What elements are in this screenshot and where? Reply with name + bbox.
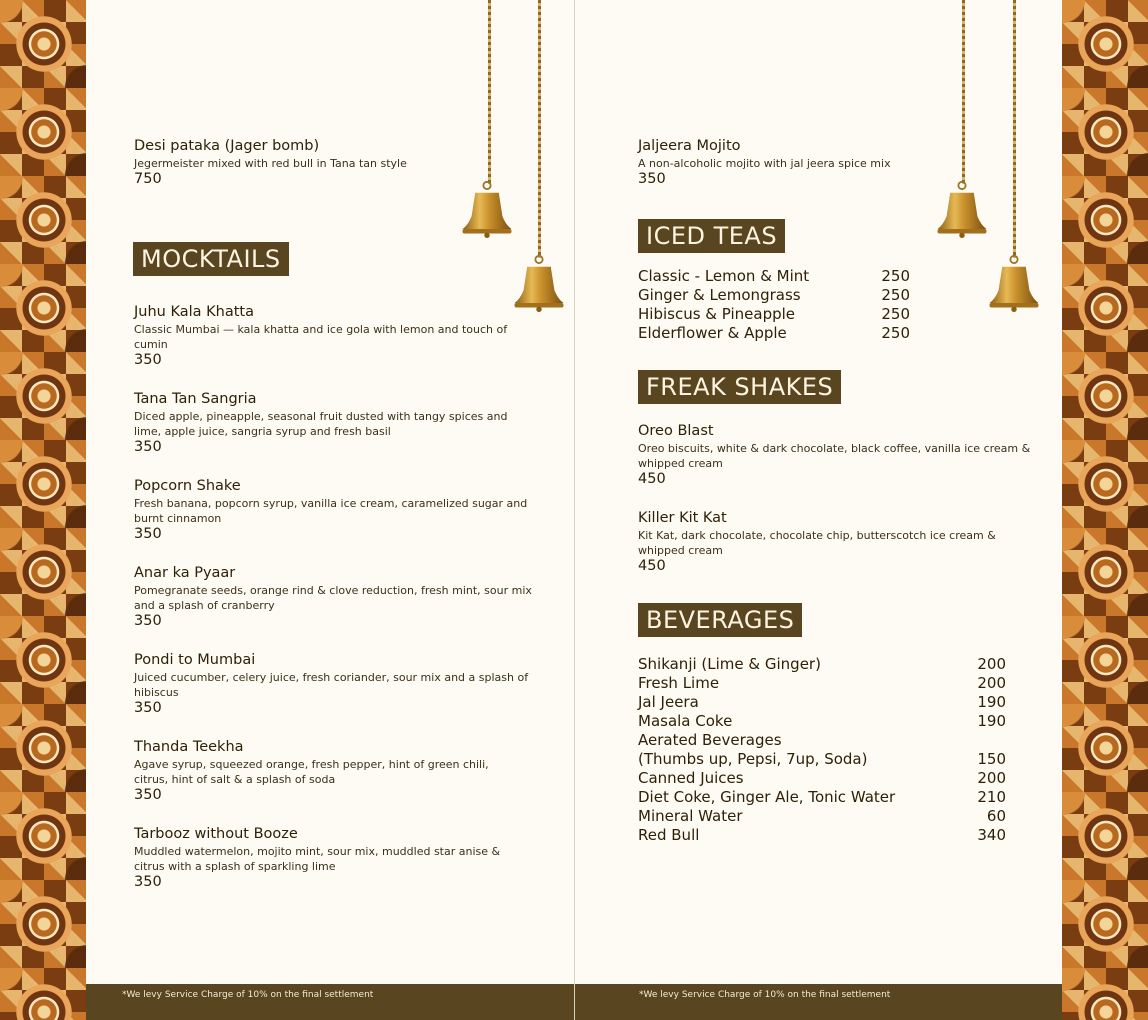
item-name: Classic - Lemon & Mint — [638, 267, 810, 285]
price-row — [638, 788, 1006, 807]
page-fold — [574, 0, 575, 1020]
item-name: Masala Coke — [638, 712, 733, 730]
section-heading-iced-teas: ICED TEAS — [638, 219, 785, 253]
item-name: Diet Coke, Ginger Ale, Tonic Water — [638, 788, 896, 806]
item-name: Jaljeera Mojito — [638, 138, 741, 154]
menu-item — [134, 304, 534, 369]
price-row — [638, 267, 910, 286]
price-row — [638, 693, 1006, 712]
menu-item — [638, 510, 1020, 575]
item-price: 250 — [881, 305, 910, 323]
item-price: 350 — [134, 700, 162, 716]
item-price: 350 — [134, 613, 162, 629]
price-row — [638, 324, 910, 343]
item-price: 190 — [977, 693, 1006, 711]
menu-item — [134, 739, 514, 804]
menu-item — [134, 652, 542, 717]
item-price: 60 — [986, 807, 1006, 825]
item-description: Agave syrup, squeezed orange, fresh pepper, hint of green chili, citrus, hint of salt & a splash of soda — [134, 758, 489, 786]
item-price: 350 — [134, 352, 162, 368]
item-name: Hibiscus & Pineapple — [638, 305, 796, 323]
item-name: Killer Kit Kat — [638, 510, 727, 526]
item-name: Anar ka Pyaar — [134, 565, 236, 581]
menu-item — [134, 565, 534, 630]
item-description: Oreo biscuits, white & dark chocolate, black coffee, vanilla ice cream & whipped cream — [638, 442, 1031, 470]
item-description: Muddled watermelon, mojito mint, sour mix, muddled star anise & citrus with a splash of sparkling lime — [134, 845, 501, 873]
price-row — [638, 731, 1006, 750]
bell-icon — [458, 180, 516, 238]
bell-chain — [1013, 0, 1016, 258]
price-row — [638, 712, 1006, 731]
item-description: A non-alcoholic mojito with jal jeera spice mix — [638, 157, 891, 170]
item-name: Red Bull — [638, 826, 700, 844]
item-name: Oreo Blast — [638, 423, 714, 439]
item-description: Diced apple, pineapple, seasonal fruit dusted with tangy spices and lime, apple juice, sangria syrup and fresh basil — [134, 410, 508, 438]
service-charge-note: *We levy Service Charge of 10% on the final settlement — [86, 984, 574, 1020]
item-description: Pomegranate seeds, orange rind & clove reduction, fresh mint, sour mix and a splash of cranberry — [134, 584, 532, 612]
bell-icon — [985, 254, 1043, 312]
item-name: Shikanji (Lime & Ginger) — [638, 655, 821, 673]
item-price: 200 — [977, 655, 1006, 673]
item-name: Elderflower & Apple — [638, 324, 787, 342]
item-name: Desi pataka (Jager bomb) — [134, 138, 320, 154]
item-price: 350 — [134, 439, 162, 455]
menu-item — [638, 423, 1038, 488]
item-price: 250 — [881, 324, 910, 342]
item-price: 210 — [977, 788, 1006, 806]
item-name: Tarbooz without Booze — [134, 826, 298, 842]
item-price: 350 — [638, 171, 666, 187]
price-row — [638, 655, 1006, 674]
menu-item — [638, 138, 938, 188]
item-name: Pondi to Mumbai — [134, 652, 256, 668]
item-name: Mineral Water — [638, 807, 743, 825]
decorative-pattern-left — [0, 0, 86, 1020]
item-price: 350 — [134, 787, 162, 803]
item-name: Thanda Teekha — [134, 739, 244, 755]
item-price: 150 — [977, 750, 1006, 768]
price-row — [638, 826, 1006, 845]
item-price: 450 — [638, 471, 666, 487]
price-row — [638, 769, 1006, 788]
service-charge-note: *We levy Service Charge of 10% on the final settlement — [575, 984, 1062, 1020]
item-name: Canned Juices — [638, 769, 744, 787]
price-row — [638, 807, 1006, 826]
item-name: Aerated Beverages — [638, 731, 782, 749]
section-heading-freak-shakes: FREAK SHAKES — [638, 370, 841, 404]
item-price: 750 — [134, 171, 162, 187]
item-name: Fresh Lime — [638, 674, 720, 692]
item-name: Tana Tan Sangria — [134, 391, 257, 407]
bell-chain — [962, 0, 965, 184]
item-name: (Thumbs up, Pepsi, 7up, Soda) — [638, 750, 868, 768]
item-description: Jegermeister mixed with red bull in Tana tan style — [134, 157, 407, 170]
item-price: 200 — [977, 769, 1006, 787]
section-heading-mocktails: MOCKTAILS — [133, 242, 289, 276]
item-price: 350 — [134, 526, 162, 542]
item-name: Juhu Kala Khatta — [134, 304, 254, 320]
menu-item — [134, 478, 534, 543]
price-row — [638, 750, 1006, 769]
item-price: 450 — [638, 558, 666, 574]
item-description: Classic Mumbai — kala khatta and ice gola with lemon and touch of cumin — [134, 323, 508, 351]
price-row — [638, 305, 910, 324]
bell-icon — [933, 180, 991, 238]
item-description: Juiced cucumber, celery juice, fresh coriander, sour mix and a splash of hibiscus — [134, 671, 529, 699]
item-price: 250 — [881, 267, 910, 285]
decorative-pattern-right — [1062, 0, 1148, 1020]
item-name: Ginger & Lemongrass — [638, 286, 801, 304]
item-name: Jal Jeera — [638, 693, 699, 711]
menu-item — [134, 391, 534, 456]
price-row — [638, 286, 910, 305]
item-price: 200 — [977, 674, 1006, 692]
item-description: Kit Kat, dark chocolate, chocolate chip, butterscotch ice cream & whipped cream — [638, 529, 996, 557]
item-price: 250 — [881, 286, 910, 304]
item-description: Fresh banana, popcorn syrup, vanilla ice cream, caramelized sugar and burnt cinnamon — [134, 497, 528, 525]
section-heading-beverages: BEVERAGES — [638, 603, 802, 637]
item-price: 190 — [977, 712, 1006, 730]
item-name: Popcorn Shake — [134, 478, 241, 494]
item-price: 340 — [977, 826, 1006, 844]
price-row — [638, 674, 1006, 693]
bell-chain — [538, 0, 541, 258]
menu-item — [134, 138, 534, 188]
menu-item — [134, 826, 519, 891]
item-price: 350 — [134, 874, 162, 890]
